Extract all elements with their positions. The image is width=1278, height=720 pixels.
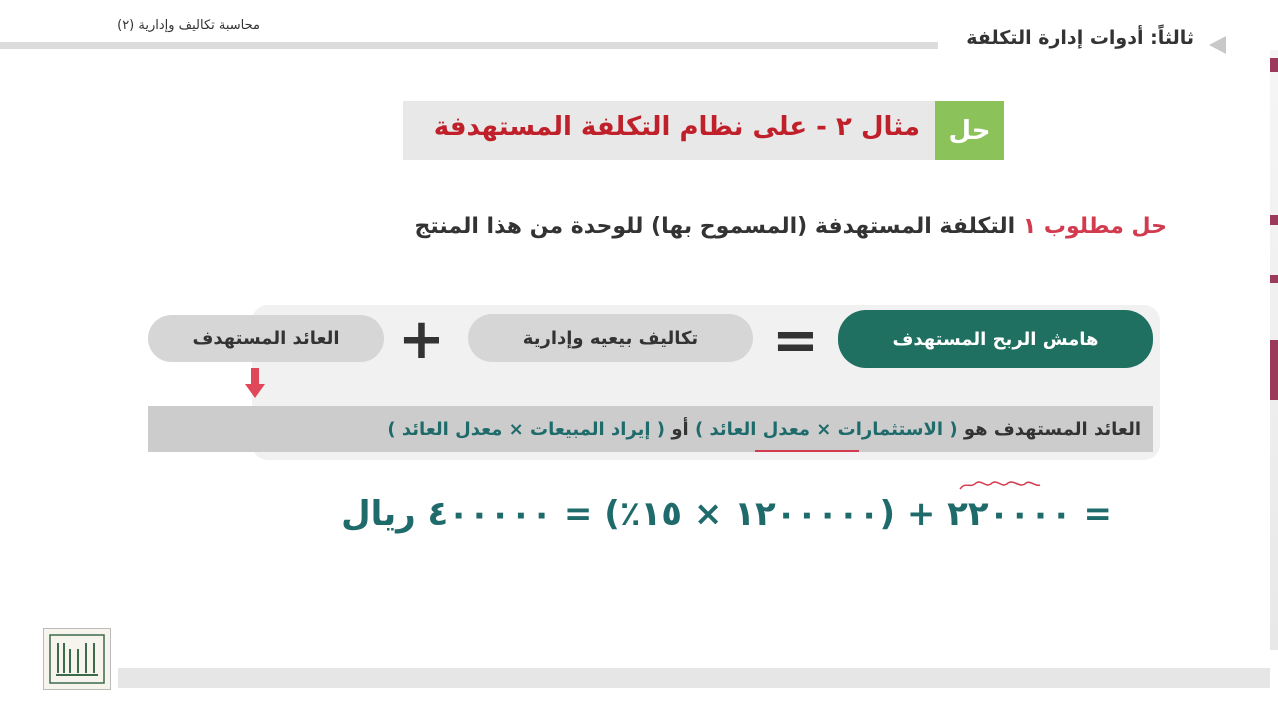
example-banner <box>403 101 1004 160</box>
section-title: ثالثاً: أدوات إدارة التكلفة <box>966 27 1194 49</box>
definition-option-sales: ( إيراد المبيعات × معدل العائد ) <box>387 418 666 440</box>
requirement-text: التكلفة المستهدفة (المسموح بها) للوحدة من هذا المنتج <box>414 214 1016 239</box>
header-divider <box>0 42 938 49</box>
target-return-pill: العائد المستهدف <box>148 315 384 362</box>
requirement-label: حل مطلوب ١ <box>1022 214 1167 239</box>
definition-option-investments: ( الاستثمارات × معدل العائد ) <box>694 418 958 440</box>
handwritten-scribble <box>958 477 1042 493</box>
university-logo <box>43 628 111 690</box>
side-scrollbar[interactable] <box>1270 50 1278 650</box>
play-icon[interactable] <box>1209 36 1226 54</box>
definition-bar <box>148 406 1153 452</box>
target-margin-pill: هامش الربح المستهدف <box>838 310 1153 368</box>
definition-prefix: العائد المستهدف هو <box>963 418 1141 440</box>
definition-or: أو <box>671 418 689 440</box>
example-title: مثال ٢ - على نظام التكلفة المستهدفة <box>433 112 920 142</box>
plus-operator: + <box>398 307 445 372</box>
requirement-line <box>415 214 1167 239</box>
definition-text <box>387 419 1153 440</box>
calculation-result: = ٢٢٠٠٠٠ + (١٢٠٠٠٠٠ × ١٥٪) = ٤٠٠٠٠٠ ريال <box>341 494 1112 534</box>
handwritten-underline <box>755 450 859 452</box>
course-title: محاسبة تكاليف وإدارية (٢) <box>117 18 260 33</box>
equals-operator: = <box>772 308 819 373</box>
down-arrow-icon <box>245 368 265 400</box>
selling-admin-costs-pill: تكاليف بيعيه وإدارية <box>468 314 753 362</box>
bottom-progress-bar <box>118 668 1270 688</box>
solution-badge: حل <box>935 101 1004 160</box>
